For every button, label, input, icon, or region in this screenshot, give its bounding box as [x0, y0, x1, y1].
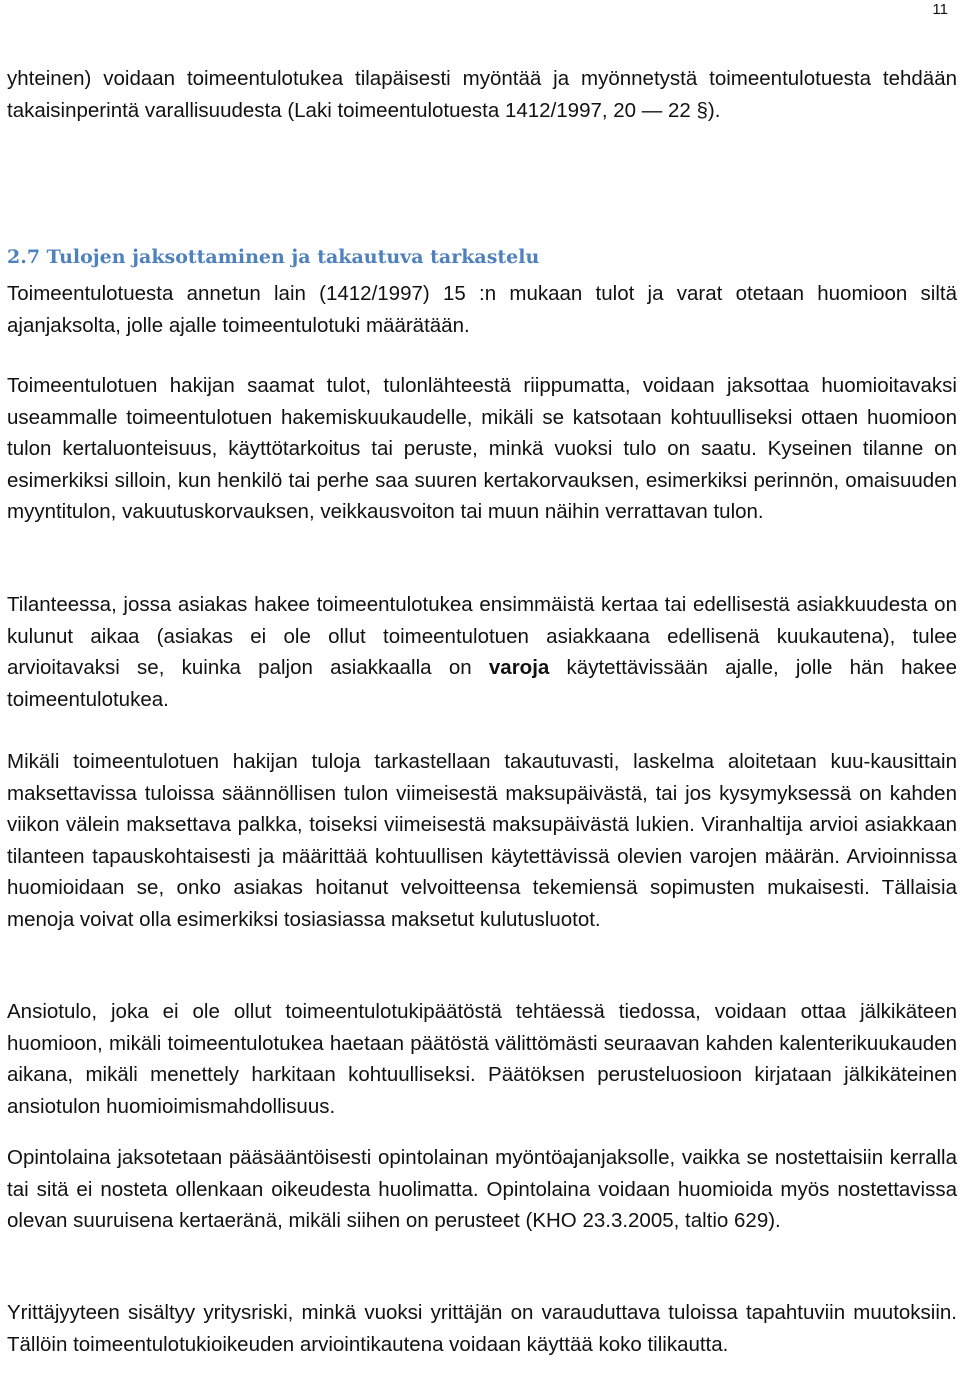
- section-heading: 2.7 Tulojen jaksottaminen ja takautuva tarkastelu: [7, 246, 540, 268]
- paragraph-text-after: käytettävissään ajalle, jolle hän hakee toimeentulotukea.: [7, 656, 957, 711]
- paragraph-entrepreneurship: Yrittäjyyteen sisältyy yritysriski, minkä vuoksi yrittäjän on varauduttava tuloissa tapahtuviin muutoksiin. Tällöin toimeentulotukioikeuden arviointikautena voidaan käyttää koko tilikautta.: [7, 1301, 957, 1356]
- paragraph-first-time-applicant: [7, 589, 957, 715]
- paragraph-earned-income: Ansiotulo, joka ei ole ollut toimeentulotukipäätöstä tehtäessä tiedossa, voidaan ottaa jälkikäteen huomioon, mikäli toimeentulotukea haetaan päätöstä välittömästi seuraavan kahden kalenterikuukauden aikana, mikäli menettely harkitaan kohtuulliseksi. Päätöksen perusteluosioon kirjataan jälkikäteinen ansiotulon huomioimismahdollisuus.: [7, 1000, 957, 1118]
- paragraph-income-periodization: Toimeentulotuen hakijan saamat tulot, tulonlähteestä riippumatta, voidaan jaksottaa huomioitavaksi useammalle toimeentulotuen hakemiskuukaudelle, mikäli se katsotaan kohtuulliseksi ottaen huomioon tulon kertaluonteisuus, käyttötarkoitus tai peruste, minkä vuoksi tulo on saatu. Kyseinen tilanne on esimerkiksi silloin, kun henkilö tai perhe saa suuren kertakorvauksen, esimerkiksi perinnön, omaisuuden myyntitulon, vakuutuskorvauksen, veikkausvoiton tai muun näihin verrattavan tulon.: [7, 374, 957, 523]
- emphasis-varoja: varoja: [488, 656, 550, 679]
- paragraph-retroactive-review: Mikäli toimeentulotuen hakijan tuloja tarkastellaan takautuvasti, laskelma aloitetaan kuu-kausittain maksettavissa tuloissa säännöllisen tulon viimeisestä maksupäivästä, tai jos kysymyksessä on kahden viikon välein maksettava palkka, toiseksi viimeisestä maksupäivästä lukien. Viranhaltija arvioi asiakkaan tilanteen tapauskohtaisesti ja määrittää kohtuullisen käytettävissä olevien varojen määrän. Arvioinnissa huomioidaan se, onko asiakas hoitanut velvoitteensa tekemiensä sopimusten mukaisesti. Tällaisia menoja voivat olla esimerkiksi tosiasiassa maksetut kulutusluotot.: [7, 750, 957, 931]
- paragraph-student-loan: Opintolaina jaksotetaan pääsääntöisesti opintolainan myöntöajanjaksolle, vaikka se nostettaisiin kerralla tai sitä ei nosteta ollenkaan oikeudesta huolimatta. Opintolaina voidaan huomioida myös nostettavissa olevan suuruisena kertaeränä, mikäli siihen on perusteet (KHO 23.3.2005, taltio 629).: [7, 1146, 957, 1232]
- section-lead-paragraph: Toimeentulotuesta annetun lain (1412/1997) 15 :n mukaan tulot ja varat otetaan huomioon siltä ajanjaksolta, jolle ajalle toimeentulotuki määrätään.: [7, 282, 957, 337]
- paragraph-text-before: Tilanteessa, jossa asiakas hakee toimeentulotukea ensimmäistä kertaa tai edellisestä asiakkuudesta on kulunut aikaa (asiakas ei ole ollut toimeentulotuen asiakkaana edellisenä kuukautena), tulee arvioitavaksi se, kuinka paljon asiakkaalla on: [7, 593, 957, 679]
- intro-paragraph: yhteinen) voidaan toimeentulotukea tilapäisesti myöntää ja myönnetystä toimeentulotuesta tehdään takaisinperintä varallisuudesta (Laki toimeentulotuesta 1412/1997, 20 — 22 §).: [7, 67, 957, 122]
- page-number: 11: [932, 1, 948, 18]
